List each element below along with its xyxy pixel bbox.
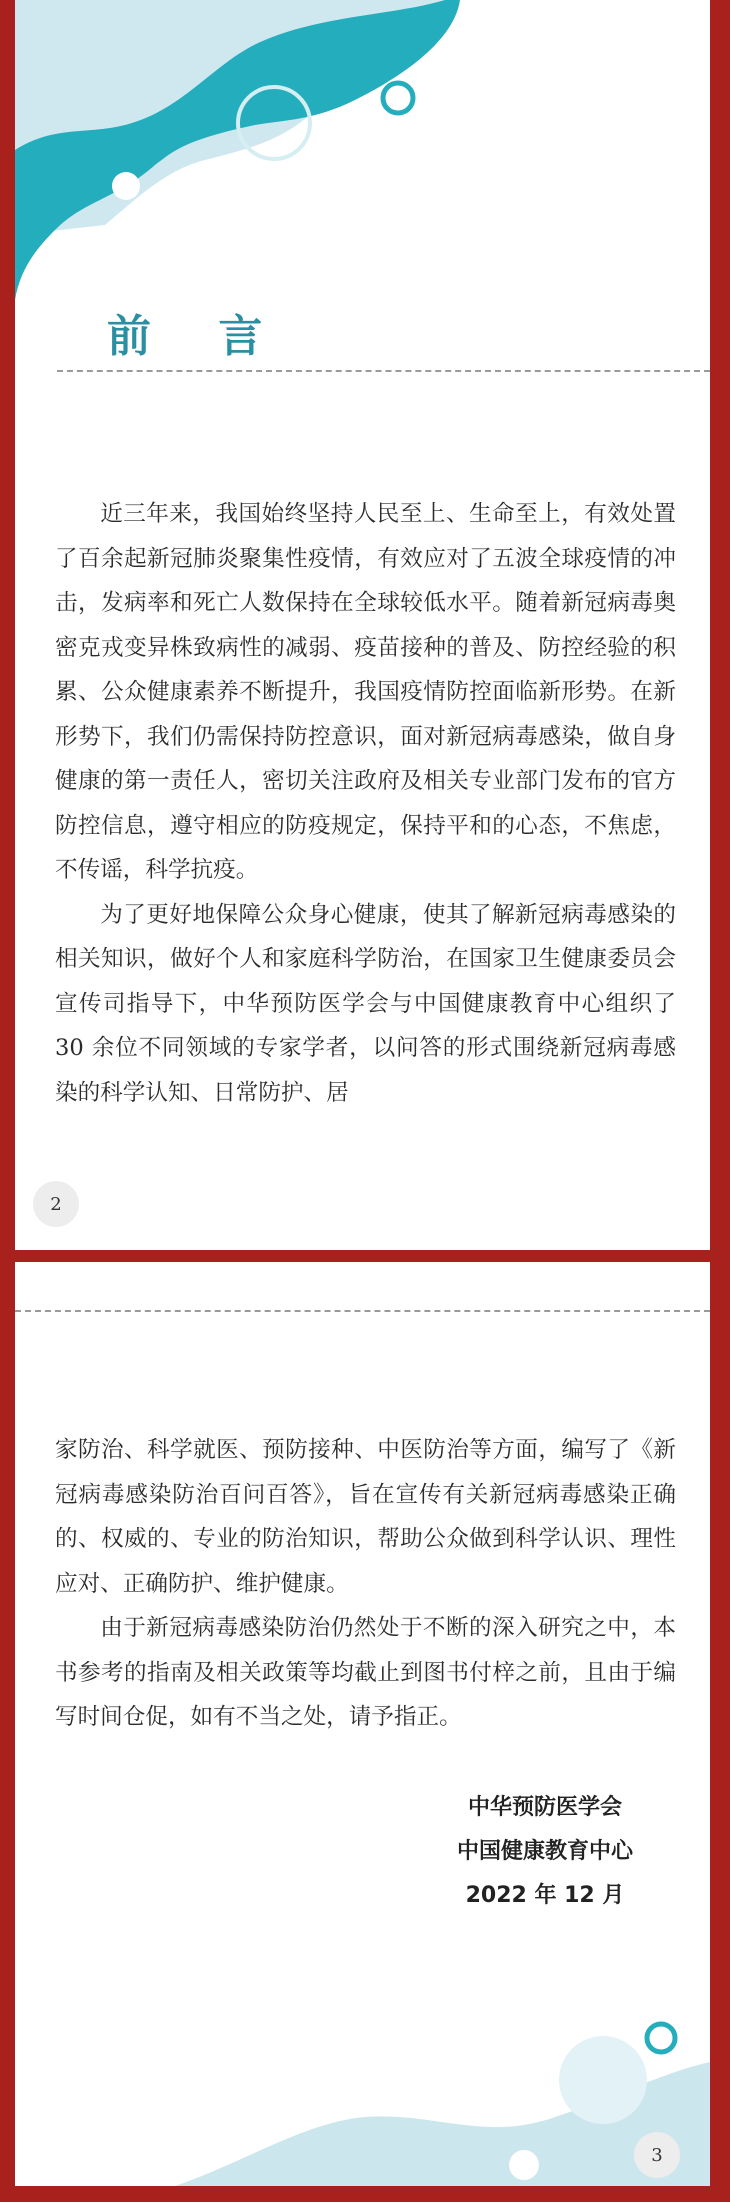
white-dot-icon: [112, 172, 140, 200]
paragraph: 为了更好地保障公众身心健康，使其了解新冠病毒感染的相关知识，做好个人和家庭科学防治，在国家卫生健康委员会宣传司指导下，中华预防医学会与中国健康教育中心组织了 30 余位不同领域的专家学者，以问答的形式围绕新冠病毒感染的科学认知、日常防护、居: [55, 901, 676, 1106]
page-number: 3: [634, 2132, 680, 2178]
signature-block: [415, 1786, 675, 1918]
paragraph: 由于新冠病毒感染防治仍然处于不断的深入研究之中，本书参考的指南及相关政策等均截止到图书付梓之前，且由于编写时间仓促，如有不当之处，请予指正。: [55, 1615, 676, 1730]
page-3: [15, 1262, 710, 2186]
signature-org-1: 中华预防医学会: [467, 1795, 622, 1820]
top-wave-decoration: [15, 0, 710, 320]
preface-body-continued: [55, 1428, 676, 1740]
bottom-wave-decoration: [15, 1942, 710, 2186]
paragraph: 家防治、科学就医、预防接种、中医防治等方面，编写了《新冠病毒感染防治百问百答》，旨在宣传有关新冠病毒感染正确的、权威的、专业的防治知识，帮助公众做到科学认识、理性应对、正确防护、维护健康。: [55, 1437, 676, 1597]
light-circle-icon: [559, 2036, 647, 2124]
page-2: [15, 0, 710, 1250]
page-number: 2: [33, 1181, 79, 1227]
preface-body: [55, 492, 676, 1115]
signature-date: 2022 年 12 月: [465, 1883, 625, 1908]
white-dot-icon: [509, 2150, 539, 2180]
teal-ring-icon: [383, 83, 413, 113]
teal-ring-icon: [647, 2024, 675, 2052]
signature-org-2: 中国健康教育中心: [456, 1839, 633, 1864]
dashed-divider: [57, 370, 710, 372]
paragraph: 近三年来，我国始终坚持人民至上、生命至上，有效处置了百余起新冠肺炎聚集性疫情，有效应对了五波全球疫情的冲击，发病率和死亡人数保持在全球较低水平。随着新冠病毒奥密克戎变异株致病性的减弱、疫苗接种的普及、防控经验的积累、公众健康素养不断提升，我国疫情防控面临新形势。在新形势下，我们仍需保持防控意识，面对新冠病毒感染，做自身健康的第一责任人，密切关注政府及相关专业部门发布的官方防控信息，遵守相应的防疫规定，保持平和的心态，不焦虑，不传谣，科学抗疫。: [55, 501, 676, 883]
preface-heading: 前 言: [107, 311, 289, 362]
dashed-divider: [15, 1310, 710, 1312]
